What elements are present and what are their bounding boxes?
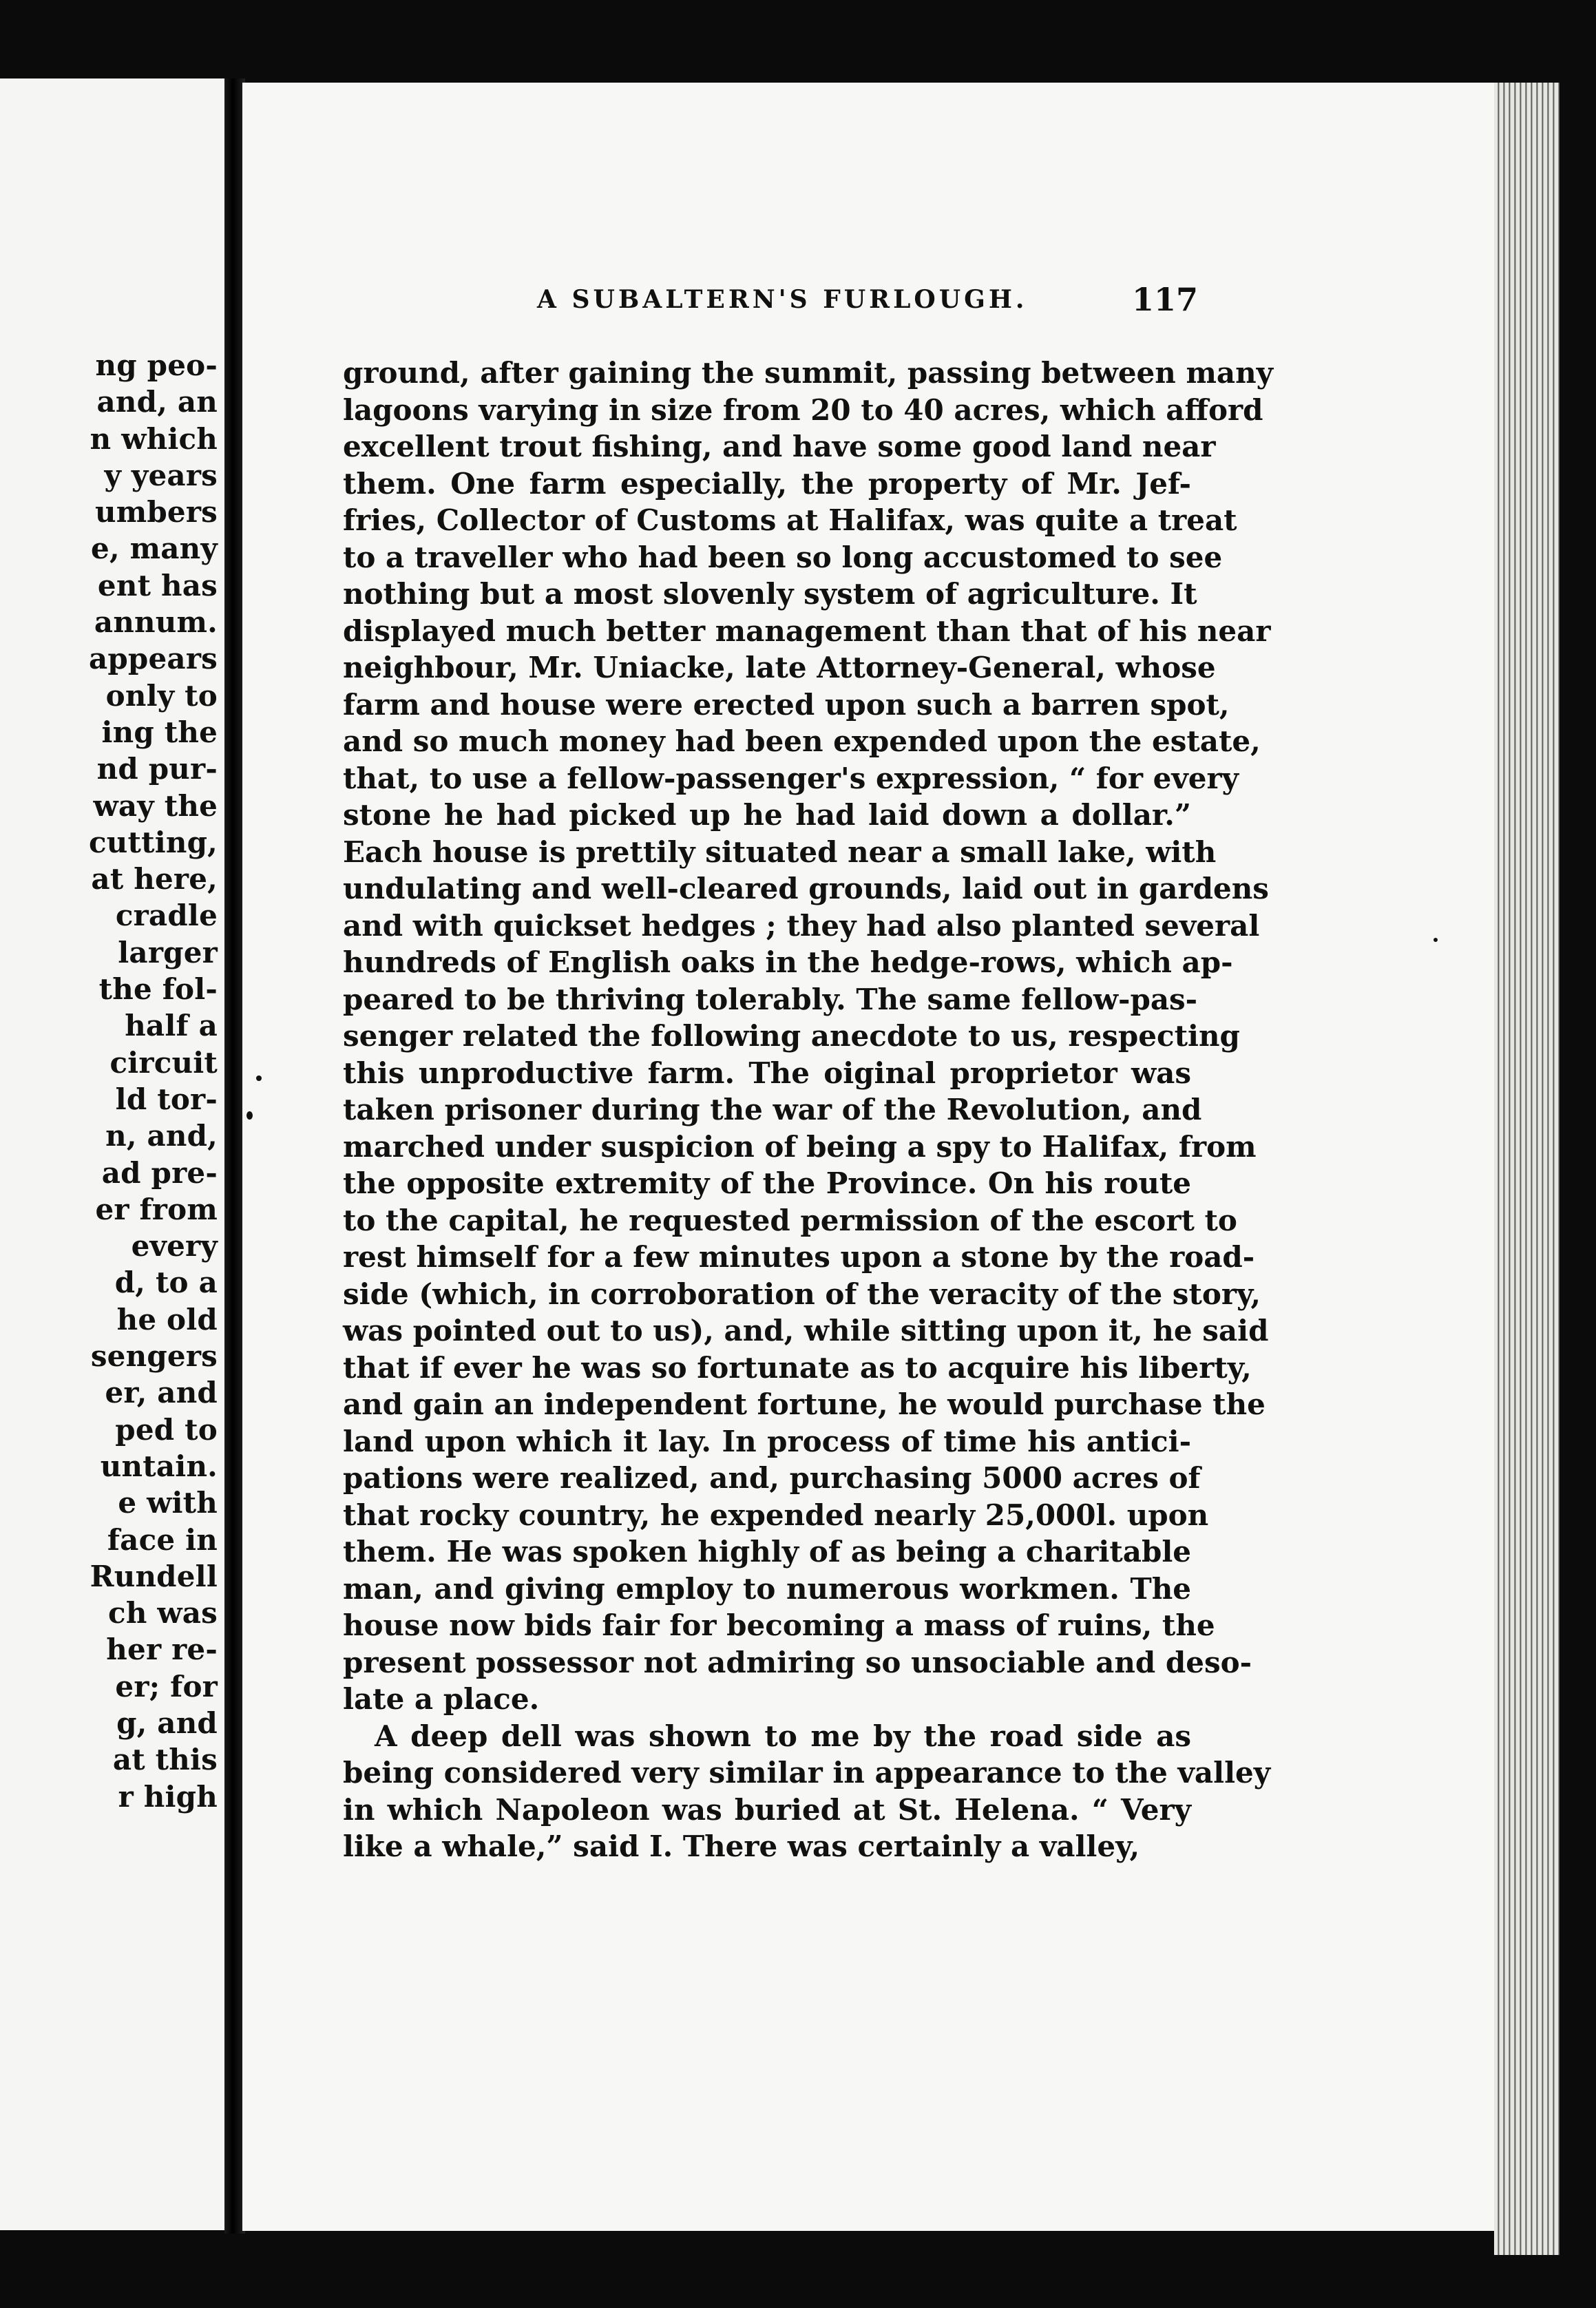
text-line: neighbour, Mr. Uniacke, late Attorney-General, whose [343,651,1216,684]
left-page-line: her re- [106,1633,218,1667]
text-line: that rocky country, he expended nearly 25,000l. upon [343,1498,1209,1532]
left-page-line: d, to a [114,1266,218,1300]
text-line: the opposite extremity of the Province. On his route [343,1166,1191,1200]
left-page-line: way the [93,788,218,823]
left-page-fragment [0,78,224,2230]
text-line: pations were realized, and, purchasing 5000 acres of [343,1461,1201,1495]
text-line: farm and house were erected upon such a barren spot, [343,687,1230,722]
left-page-line: only to [105,678,218,713]
text-line: displayed much better management than that of his near [343,613,1271,648]
left-page-line: appears [88,642,218,676]
text-line: senger related the following anecdote to us, respecting [343,1019,1240,1053]
left-page-line: half a [125,1009,218,1043]
left-page-line: the fol- [98,972,218,1007]
text-line: them. He was spoken highly of as being a charitable [343,1535,1191,1569]
text-line: land upon which it lay. In process of time his antici- [343,1424,1191,1458]
text-line: undulating and well-cleared grounds, laid out in gardens [343,872,1269,905]
left-page-line: e, many [91,532,218,566]
left-page-line: er, and [105,1376,218,1410]
text-line: them. One farm especially, the property of Mr. Jef- [343,466,1191,501]
text-line: Each house is prettily situated near a small lake, with [343,835,1217,869]
left-page-line: ld tor- [115,1082,218,1116]
text-line: was pointed out to us), and, while sitting upon it, he said [343,1314,1269,1347]
left-page-line: e with [118,1486,218,1520]
text-line: and gain an independent fortune, he would purchase the [343,1387,1266,1421]
text-line: excellent trout fishing, and have some good land near [343,430,1216,463]
text-line: nothing but a most slovenly system of agriculture. It [343,577,1197,611]
left-page-line: er; for [115,1669,218,1703]
page-number: 117 [1131,281,1198,318]
left-page-line: nd pur- [96,752,218,786]
running-title: A SUBALTERN'S FURLOUGH. [537,285,1028,314]
left-page-line: and, an [96,385,218,419]
left-page-line: n, and, [105,1119,218,1153]
left-page-line: er from [95,1192,218,1226]
text-line: marched under suspicion of being a spy to Halifax, from [343,1129,1257,1164]
left-page-line: ped to [115,1412,218,1447]
left-page-line: Rundell [90,1559,218,1593]
text-line: peared to be thriving tolerably. The same fellow-pas- [343,982,1198,1016]
left-page-line: ad pre- [101,1155,218,1190]
left-page-line: cradle [115,899,218,933]
left-page-line: cutting, [89,825,218,859]
text-line: stone he had picked up he had laid down a dollar.” [343,798,1191,832]
text-line: late a place. [343,1682,540,1716]
left-page-line: larger [118,935,218,969]
left-page-line: untain. [100,1449,218,1483]
text-line: in which Napoleon was buried at St. Helena. “ Very [343,1792,1191,1827]
text-line: A deep dell was shown to me by the road side as [375,1719,1191,1753]
left-page-line: y years [104,458,218,492]
left-page-line: circuit [109,1045,218,1080]
text-line: and so much money had been expended upon the estate, [343,724,1261,758]
page-header [537,281,1198,322]
left-page-line: ent has [97,568,218,602]
text-line: rest himself for a few minutes upon a stone by the road- [343,1240,1255,1274]
text-line: to the capital, he requested permission of the escort to [343,1203,1237,1237]
text-line: being considered very similar in appearance to the valley [343,1756,1271,1790]
left-page-line: at here, [91,862,218,896]
text-line: fries, Collector of Customs at Halifax, was quite a treat [343,503,1237,537]
text-line: lagoons varying in size from 20 to 40 acres, which afford [343,392,1263,427]
text-line: like a whale,” said I. There was certainly a valley, [343,1829,1140,1863]
page-edges [1494,83,1560,2255]
left-page-line: at this [112,1743,218,1777]
left-page-line: sengers [90,1339,218,1374]
text-line: to a traveller who had been so long accustomed to see [343,540,1223,574]
left-page-line: ng peo- [95,348,218,382]
left-page-text-column [0,347,218,1815]
text-line: that, to use a fellow-passenger's expression, “ for every [343,761,1239,795]
text-line: this unproductive farm. The oiginal proprietor was [343,1056,1191,1090]
left-page-line: he old [116,1302,218,1336]
text-line: present possessor not admiring so unsociable and deso- [343,1645,1252,1679]
left-page-line: every [131,1229,218,1263]
text-line: ground, after gaining the summit, passing between many [343,356,1274,390]
left-page-line: g, and [116,1706,218,1740]
body-text [343,355,1274,1865]
left-page-line: annum. [94,605,218,640]
left-page-line: ch was [108,1596,218,1630]
text-line: side (which, in corroboration of the veracity of the story, [343,1277,1261,1311]
text-line: man, and giving employ to numerous workmen. The [343,1571,1191,1606]
left-page-line: ing the [101,715,218,749]
left-page-line: face in [107,1522,218,1557]
text-line: taken prisoner during the war of the Revolution, and [343,1093,1202,1126]
text-line: hundreds of English oaks in the hedge-rows, which ap- [343,945,1233,979]
text-line: house now bids fair for becoming a mass of ruins, the [343,1608,1215,1642]
text-line: and with quickset hedges ; they had also planted several [343,908,1260,943]
left-page-line: n which [90,421,218,456]
left-page-line: r high [118,1779,218,1814]
left-page-line: umbers [94,495,218,529]
text-line: that if ever he was so fortunate as to acquire his liberty, [343,1350,1252,1385]
